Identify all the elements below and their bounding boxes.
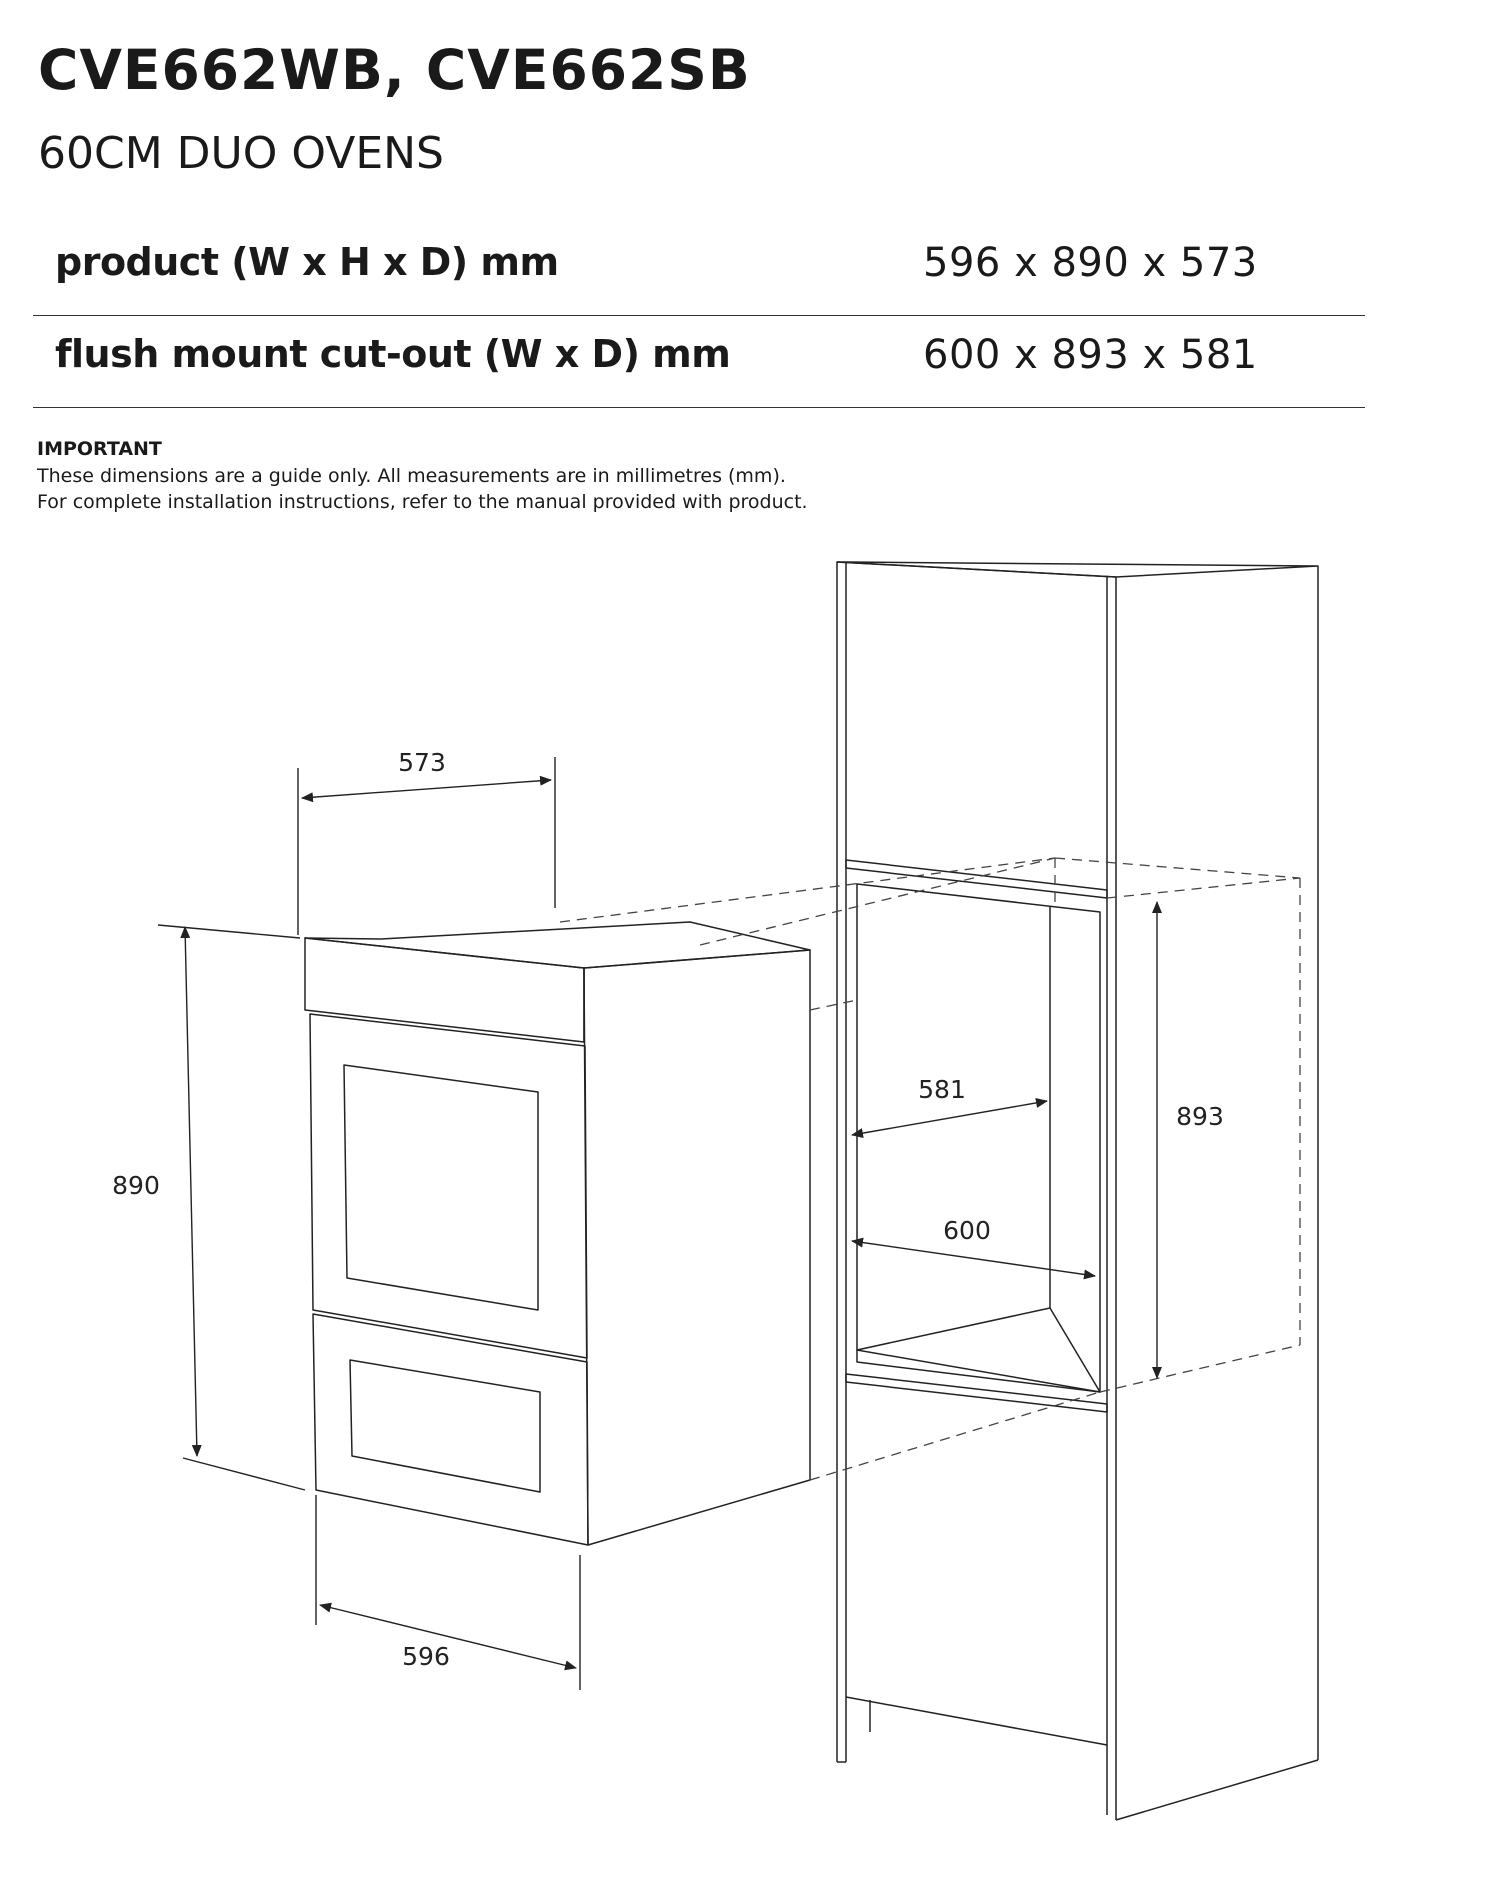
dimension-lines xyxy=(158,757,1157,1690)
lower-shelf xyxy=(846,1374,1107,1412)
oven-side-panel xyxy=(584,950,810,1545)
oven-top-face xyxy=(305,922,810,968)
note-line: These dimensions are a guide only. All measurements are in millimetres (mm). xyxy=(37,465,786,487)
cutout-cavity xyxy=(857,884,1100,1392)
note-heading: IMPORTANT xyxy=(37,438,162,460)
spec-value: 596 x 890 x 573 xyxy=(923,240,1258,286)
lower-oven-door xyxy=(313,1314,588,1545)
label-oven-depth: 573 xyxy=(398,748,446,777)
lower-door-window xyxy=(350,1360,540,1492)
note-line: For complete installation instructions, refer to the manual provided with product. xyxy=(37,491,808,513)
label-cutout-width: 600 xyxy=(943,1216,991,1245)
spec-value: 600 x 893 x 581 xyxy=(923,332,1258,378)
label-oven-width: 596 xyxy=(402,1642,450,1671)
oven-drawing xyxy=(305,922,810,1545)
upper-door-window xyxy=(344,1065,538,1310)
tower-cabinet xyxy=(837,562,1318,1820)
spec-label: flush mount cut-out (W x D) mm xyxy=(55,332,731,376)
label-cutout-height: 893 xyxy=(1176,1102,1224,1131)
upper-shelf xyxy=(846,860,1107,898)
projection-lines xyxy=(560,858,1300,1480)
label-cutout-depth: 581 xyxy=(918,1075,966,1104)
model-title: CVE662WB, CVE662SB xyxy=(38,38,751,102)
control-panel xyxy=(305,938,584,1042)
label-oven-height: 890 xyxy=(112,1171,160,1200)
spec-label: product (W x H x D) mm xyxy=(55,240,559,284)
product-subtitle: 60CM DUO OVENS xyxy=(38,128,444,179)
